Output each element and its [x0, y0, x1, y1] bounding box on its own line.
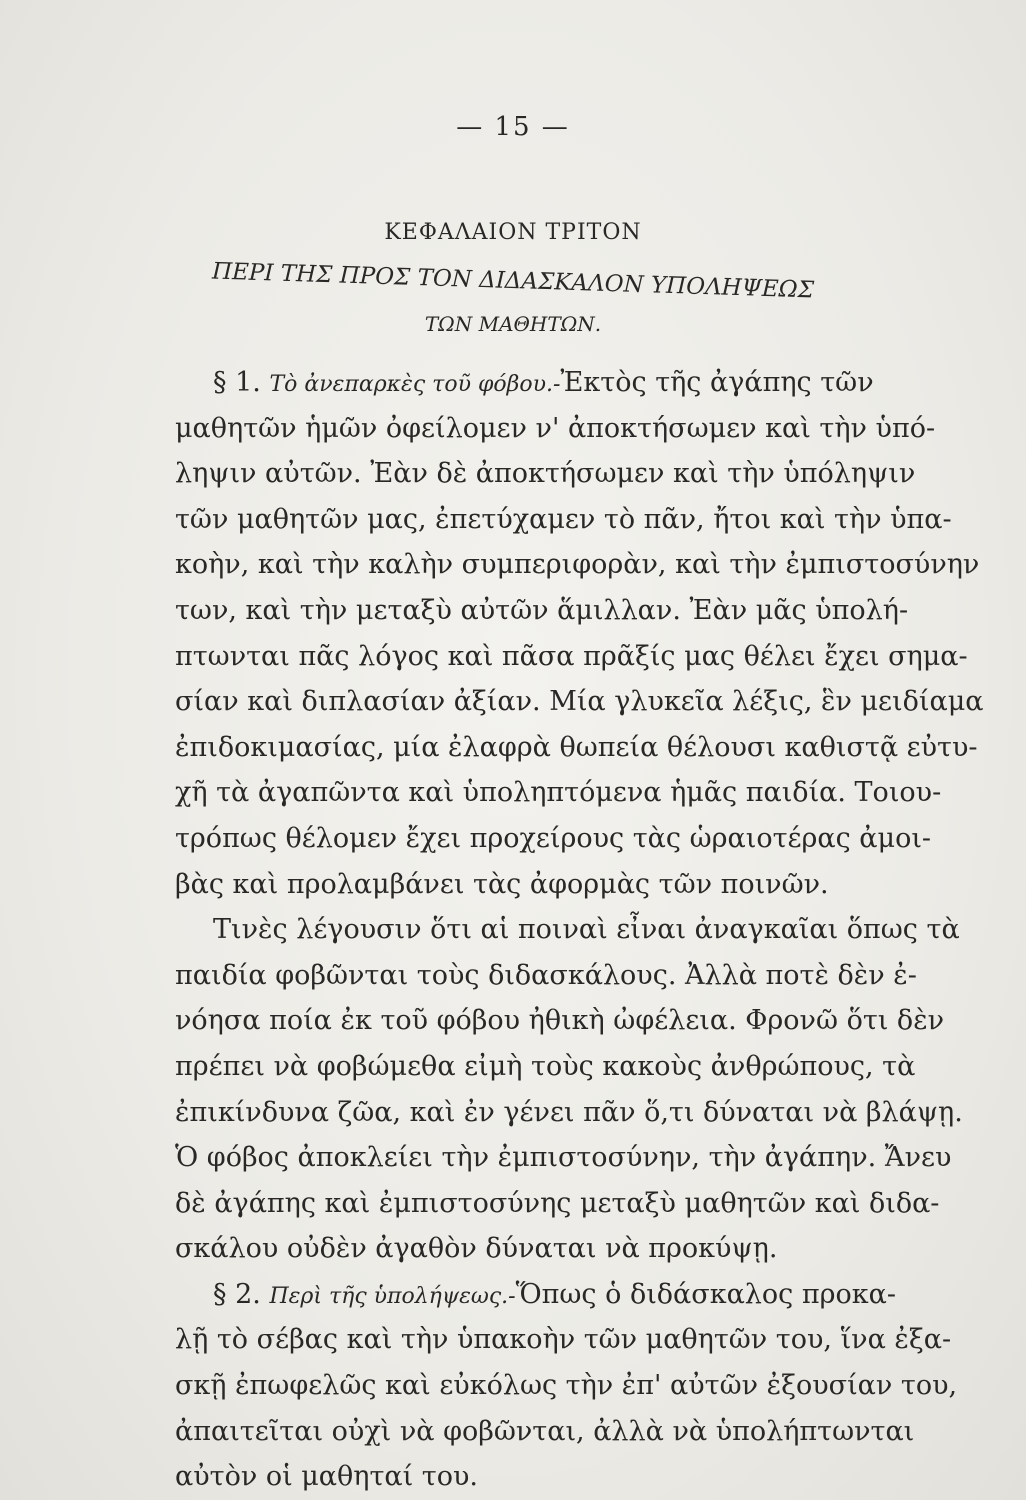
text-line: σκάλου οὐδὲν ἀγαθὸν δύναται νὰ προκύψῃ.: [175, 1233, 778, 1265]
text-line: Ὁ φόβος ἀποκλείει τὴν ἐμπιστοσύνην, τὴν ἀγάπην. Ἄνευ: [175, 1142, 952, 1174]
text-line: Τινὲς λέγουσιν ὅτι αἱ ποιναὶ εἶναι ἀναγκαῖαι ὅπως τὰ: [213, 914, 960, 946]
section-1-first-line: [175, 360, 874, 406]
text-line: αὐτὸν οἱ μαθηταί του.: [175, 1461, 478, 1493]
text-line: των, καὶ τὴν μεταξὺ αὐτῶν ἅμιλλαν. Ἐὰν μᾶς ὑπολή-: [175, 594, 909, 626]
text-line: χῆ τὰ ἀγαπῶντα καὶ ὑποληπτόμενα ἡμᾶς παιδία. Τοιου-: [175, 777, 942, 809]
section-1-first-line-text: Ἐκτὸς τῆς ἀγάπης τῶν: [560, 367, 874, 398]
text-line: κοὴν, καὶ τὴν καλὴν συμπεριφορὰν, καὶ τὴν ἐμπιστοσύνην: [175, 549, 980, 581]
section-1-number: § 1.: [213, 367, 261, 398]
text-line: νόησα ποία ἐκ τοῦ φόβου ἠθικὴ ὠφέλεια. Φρονῶ ὅτι δὲν: [175, 1005, 945, 1037]
text-line: ἐπικίνδυνα ζῶα, καὶ ἐν γένει πᾶν ὅ,τι δύναται νὰ βλάψῃ.: [175, 1096, 963, 1128]
text-line: σίαν καὶ διπλασίαν ἀξίαν. Μία γλυκεῖα λέξις, ἓν μειδίαμα: [175, 686, 984, 718]
body-text: [175, 360, 984, 1500]
page-number: — 15 —: [456, 112, 570, 142]
text-line: δὲ ἀγάπης καὶ ἐμπιστοσύνης μεταξὺ μαθητῶν καὶ διδα-: [175, 1187, 940, 1219]
text-line: ἀπαιτεῖται οὐχὶ νὰ φοβῶνται, ἀλλὰ νὰ ὑπολήπτωνται: [175, 1415, 915, 1447]
section-2-number: § 2.: [213, 1278, 261, 1310]
text-line: ἐπιδοκιμασίας, μία ἐλαφρὰ θωπεία θέλουσι καθιστᾷ εὐτυ-: [175, 731, 978, 763]
text-line: λῇ τὸ σέβας καὶ τὴν ὑπακοὴν τῶν μαθητῶν του, ἵνα ἐξα-: [175, 1324, 952, 1356]
text-line: πρέπει νὰ φοβώμεθα εἰμὴ τοὺς κακοὺς ἀνθρώπους, τὰ: [175, 1050, 916, 1082]
section-1-heading: Τὸ ἀνεπαρκὲς τοῦ φόβου.-: [269, 372, 561, 397]
text-line: ληψιν αὐτῶν. Ἐὰν δὲ ἀποκτήσωμεν καὶ τὴν ὑπόληψιν: [175, 458, 916, 490]
section-2-first-line-text: Ὅπως ὁ διδάσκαλος προκα-: [515, 1278, 896, 1310]
text-line: βὰς καὶ προλαμβάνει τὰς ἀφορμὰς τῶν ποινῶν.: [175, 868, 829, 900]
text-line: μαθητῶν ἡμῶν ὀφείλομεν ν' ἀποκτήσωμεν καὶ τὴν ὑπό-: [175, 412, 936, 444]
chapter-subtitle-line-2: ΤΩΝ ΜΑΘΗΤΩΝ.: [424, 312, 602, 336]
text-line: τρόπως θέλομεν ἔχει προχείρους τὰς ὡραιοτέρας ἀμοι-: [175, 822, 932, 854]
text-line: σκῇ ἐπωφελῶς καὶ εὐκόλως τὴν ἐπ' αὐτῶν ἐξουσίαν του,: [175, 1370, 958, 1402]
text-line: τῶν μαθητῶν μας, ἐπετύχαμεν τὸ πᾶν, ἤτοι καὶ τὴν ὑπα-: [175, 503, 952, 535]
text-line: παιδία φοβῶνται τοὺς διδασκάλους. Ἀλλὰ ποτὲ δὲν ἐ-: [175, 959, 917, 991]
section-2-first-line: [175, 1272, 896, 1318]
text-line: πτωνται πᾶς λόγος καὶ πᾶσα πρᾶξίς μας θέλει ἔχει σημα-: [175, 640, 968, 672]
section-2-heading: Περὶ τῆς ὑπολήψεως.-: [269, 1283, 516, 1309]
chapter-subtitle-line-1: ΠΕΡΙ ΤΗΣ ΠΡΟΣ ΤΟΝ ΔΙΔΑΣΚΑΛΟΝ ΥΠΟΛΗΨΕΩΣ: [211, 258, 815, 304]
chapter-title: ΚΕΦΑΛΑΙΟΝ ΤΡΙΤΟΝ: [384, 220, 642, 245]
